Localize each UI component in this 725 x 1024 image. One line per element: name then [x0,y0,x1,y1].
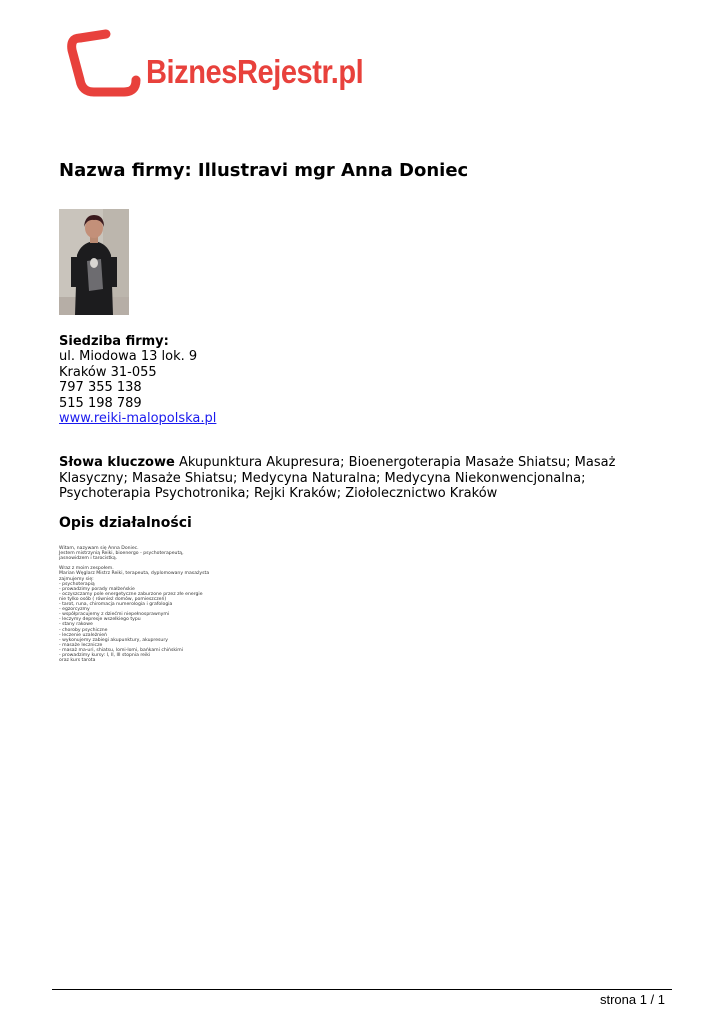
description-line: Marian Węglarz Mistrz Reiki, terapeuta, dyplomowany masażysta [59,571,210,577]
logo-text: BiznesRejestr.pl [146,53,364,90]
description-line: zajmujemy się: [59,576,94,582]
description-line: jasnowidzem i tarocistką. [59,556,118,562]
footer-divider [52,989,672,990]
headquarters-label: Siedziba firmy: [59,334,169,349]
description-line: - tarot, runa, chiromacja numerologia i grafologia [59,602,173,608]
biznesrejestr-logo[interactable] [66,28,366,103]
description-line: - stany rakowe [59,622,93,628]
description-line: Witam, nazywam się Anna Doniec. [59,546,139,551]
logo-bracket-icon [66,28,146,103]
description-line: - oczyszczamy pole energetyczne zaburzone przez złe energie [59,591,203,597]
description-line: - masaże lecznicze [59,642,103,648]
address-line: ul. Miodowa 13 lok. 9 [59,349,198,364]
description-line: nie tylko osób ( również domów, pomieszczeń) [59,596,167,602]
description-line: - leczymy depresje wszelkiego typu [59,617,141,623]
description-line: - prowadzimy porady małżeńskie [59,586,135,592]
description-line: Wraz z moim zespołem. [59,566,114,572]
keywords-label: Słowa kluczowe [59,455,175,470]
page-number: strona 1 / 1 [599,992,665,1007]
company-photo [59,209,129,315]
description-line: - egzorcyzmy [59,607,90,613]
description-line: - prowadzimy kursy: I, II, III stopnia reiki [59,652,151,658]
description-line: - choroby psychiczne [59,627,108,633]
description-heading: Opis działalności [59,515,192,531]
website-link[interactable]: www.reiki-malopolska.pl [59,411,217,426]
description-line: - wykonujemy zabiegi akupunktury, akupresury [59,637,168,643]
description-line: oraz kurs tarota [59,658,96,664]
headquarters-details [59,349,216,427]
description-line: - psychoterapią [59,581,95,587]
city-line: Kraków 31-055 [59,364,157,380]
keywords-section [59,455,679,502]
description-line: Jestem mistrzynią Reiki, bioenergo - psychoterapeutą, [59,551,184,557]
description-line: - współpracujemy z dziećmi niepełnosprawnymi [59,612,170,618]
phone-line-2: 515 198 789 [59,395,142,411]
page-title: Nazwa firmy: Illustravi mgr Anna Doniec [59,160,469,181]
description-text [59,546,259,663]
description-line: - leczenie uzależnień [59,632,108,638]
phone-line-1: 797 355 138 [59,380,142,395]
keywords-text: Akupunktura Akupresura; Bioenergoterapia Masaże Shiatsu; Masaż Klasyczny; Masaże Shiatsu; Medycyna Naturalna; Medycyna Niekonwencjonalna; Psychoterapia Psychotronika; Rejki Kraków; Ziołolecznictwo Kraków [59,455,616,501]
description-line: - masaż ma-uri, shiatsu, lomi-lomi, bańkami chińskimi [59,647,184,653]
